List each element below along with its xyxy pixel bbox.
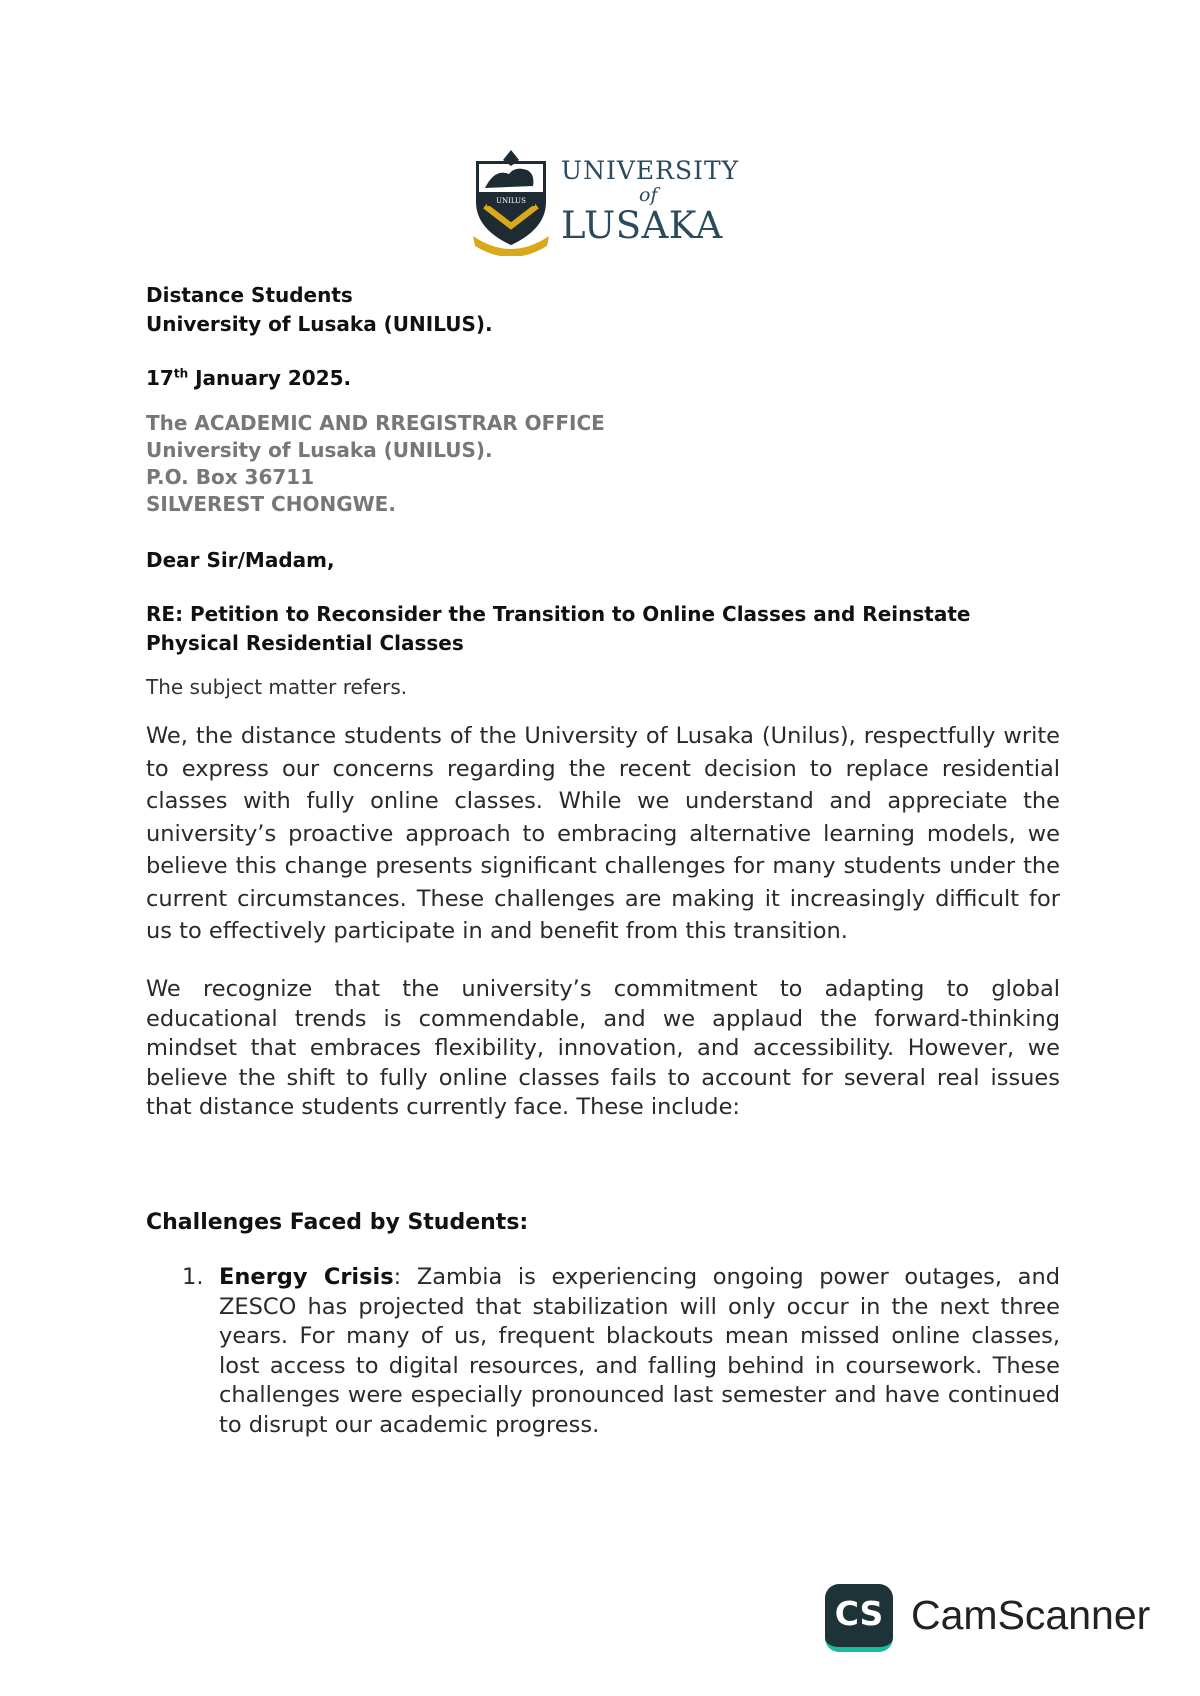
- wordmark-of: of: [639, 184, 658, 206]
- recipient-line: University of Lusaka (UNILUS).: [146, 438, 493, 462]
- body-paragraph: We recognize that the university’s commitment to adapting to global educational trends is commendable, and we applaud the forward-thinking mindset that embraces flexibility, innovation, and accessibility. However, we believe the shift to fully online classes fails to account for several real issues that distance students currently face. These include:: [146, 976, 1060, 1120]
- crest-label: UNILUS: [496, 197, 526, 205]
- sender-address: [146, 281, 1060, 339]
- university-logo: [471, 144, 741, 256]
- date-suffix: th: [173, 366, 189, 381]
- recipient-address: [146, 410, 1060, 518]
- list-item-body: Zambia is experiencing ongoing power outages, and ZESCO has projected that stabilization will only occur in the next three years. For many of us, frequent blackouts mean missed online classes, lost access to digital resources, and falling behind in coursework. These challenges were especially pronounced last semester and have continued to disrupt our academic progress.: [219, 1264, 1061, 1438]
- sender-line: University of Lusaka (UNILUS).: [146, 312, 493, 336]
- challenges-heading: Challenges Faced by Students:: [146, 1210, 529, 1235]
- wordmark-lusaka: LUSAKA: [561, 204, 723, 247]
- letter-date: [146, 366, 1060, 390]
- date-day: 17: [146, 366, 174, 390]
- recipient-line: SILVEREST CHONGWE.: [146, 492, 396, 516]
- sender-line: Distance Students: [146, 283, 353, 307]
- date-rest: January 2025.: [188, 366, 352, 390]
- camscanner-label: CamScanner: [911, 1592, 1151, 1638]
- camscanner-logo-icon: CS: [825, 1584, 893, 1652]
- subject-refers: The subject matter refers.: [146, 675, 408, 699]
- list-item-lead: Energy Crisis: [219, 1264, 394, 1290]
- camscanner-watermark: [825, 1584, 1165, 1654]
- wordmark-university: UNIVERSITY: [561, 156, 740, 185]
- subject-line: RE: Petition to Reconsider the Transition to Online Classes and Reinstate Physical Residential Classes: [146, 602, 971, 655]
- recipient-line: P.O. Box 36711: [146, 465, 315, 489]
- list-item-text: [219, 1263, 1060, 1440]
- list-item-colon: :: [393, 1264, 402, 1290]
- recipient-line: The ACADEMIC AND RREGISTRAR OFFICE: [146, 411, 605, 435]
- list-number: 1.: [182, 1264, 204, 1290]
- university-crest-icon: [471, 144, 551, 256]
- body-paragraph: We, the distance students of the University of Lusaka (Unilus), respectfully write to express our concerns regarding the recent decision to replace residential classes with fully online classes. While we understand and appreciate the university’s proactive approach to embracing alternative learning models, we believe this change presents significant challenges for many students under the current circumstances. These challenges are making it increasingly difficult for us to effectively participate in and benefit from this transition.: [146, 723, 1060, 944]
- salutation: Dear Sir/Madam,: [146, 548, 335, 572]
